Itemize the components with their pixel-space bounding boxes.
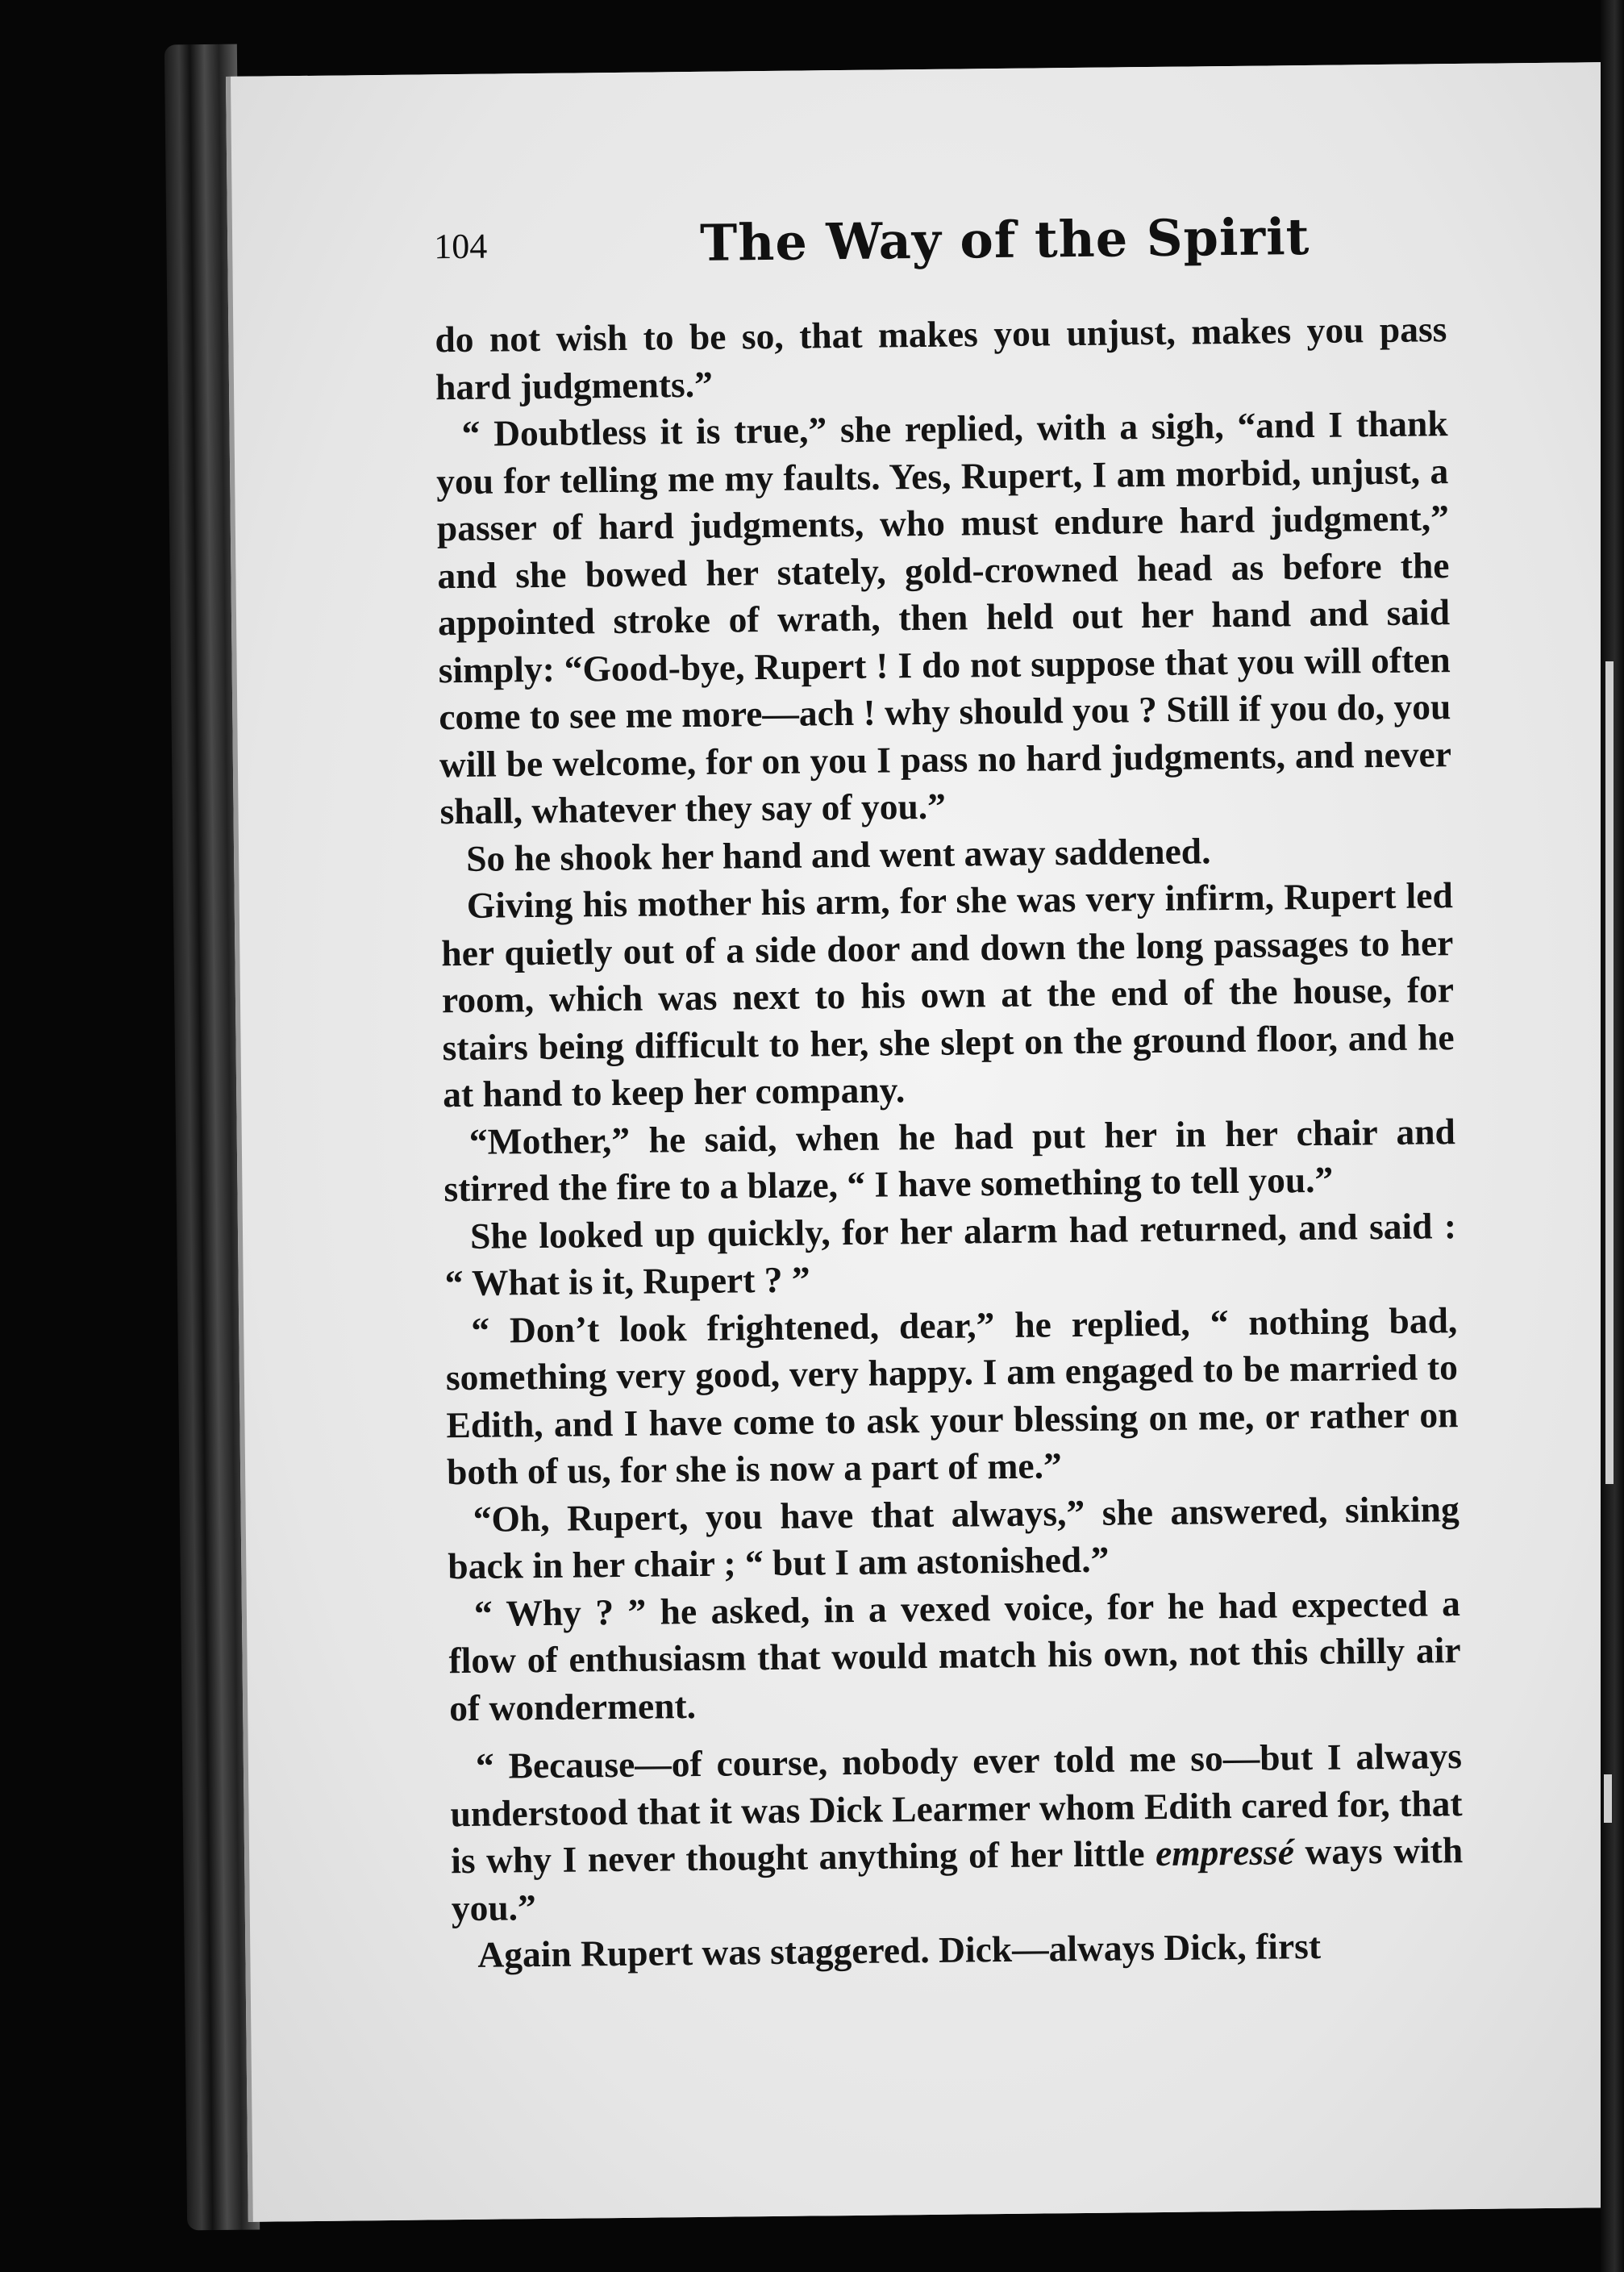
paragraph: “ Don’t look frightened, dear,” he replied, “ nothing bad, something very good, very happy. I am engaged to be married to Edith, and I have come to ask your blessing on me, or rather on both of us, for she is now a part of me.” xyxy=(445,1299,1459,1493)
edge-mark xyxy=(1604,1774,1612,1823)
paragraph xyxy=(450,1732,1464,1932)
page-header xyxy=(433,206,1483,293)
paragraph: “Mother,” he said, when he had put her in her chair and stirred the fire to a blaze, “ I have something to tell you.” xyxy=(443,1110,1456,1210)
paragraph: Giving his mother his arm, for she was very infirm, Rupert led her quietly out of a side door and down the long passages to her room, which was next to his own at the end of the house, for stairs being difficult to her, she slept on the ground floor, and he at hand to keep her company. xyxy=(441,874,1455,1115)
paragraph: So he shook her hand and went away saddened. xyxy=(465,829,1211,879)
paragraph: “ Doubtless it is true,” she replied, with a sigh, “and I thank you for telling me my faults. Yes, Rupert, I am morbid, unjust, a passer of hard judgments, who must endure hard judgment,” and she bowed her stately, gold-crowned head as before the appointed stroke of wrath, then held out her hand and said simply: “Good-bye, Rupert ! I do not suppose that you will often come to see me more—ach ! why should you ? Still if you do, you will be welcome, for on you I pass no hard judgments, and never shall, whatever they say of you.” xyxy=(435,402,1452,832)
body-text xyxy=(435,306,1464,1979)
paragraph-text: “ Because—of course, nobody ever told me so—but I always understood that it was Dick Learmer whom Edith cared for, that is why I never thought anything of her little xyxy=(450,1735,1463,1882)
paragraph: do not wish to be so, that makes you unjust, makes you pass hard judgments.” xyxy=(435,308,1447,407)
paragraph: Again Rupert was staggered. Dick—always Dick, first xyxy=(477,1924,1322,1975)
running-title: The Way of the Spirit xyxy=(699,206,1310,273)
paragraph: “Oh, Rupert, you have that always,” she answered, sinking back in her chair ; “ but I am astonished.” xyxy=(448,1487,1460,1587)
paragraph-text: ways with you.” xyxy=(451,1829,1464,1928)
italic-word: empressé xyxy=(1155,1831,1295,1874)
right-page-edge xyxy=(1601,0,1624,2272)
edge-mark xyxy=(1605,661,1614,1484)
book-page xyxy=(226,62,1624,2222)
paragraph: She looked up quickly, for her alarm had returned, and said : “ What is it, Rupert ? ” xyxy=(444,1204,1457,1304)
page-number: 104 xyxy=(433,226,488,267)
paragraph: “ Why ? ” he asked, in a vexed voice, for he had expected a flow of enthusiasm that would match his own, not this chilly air of wonderment. xyxy=(448,1582,1461,1728)
